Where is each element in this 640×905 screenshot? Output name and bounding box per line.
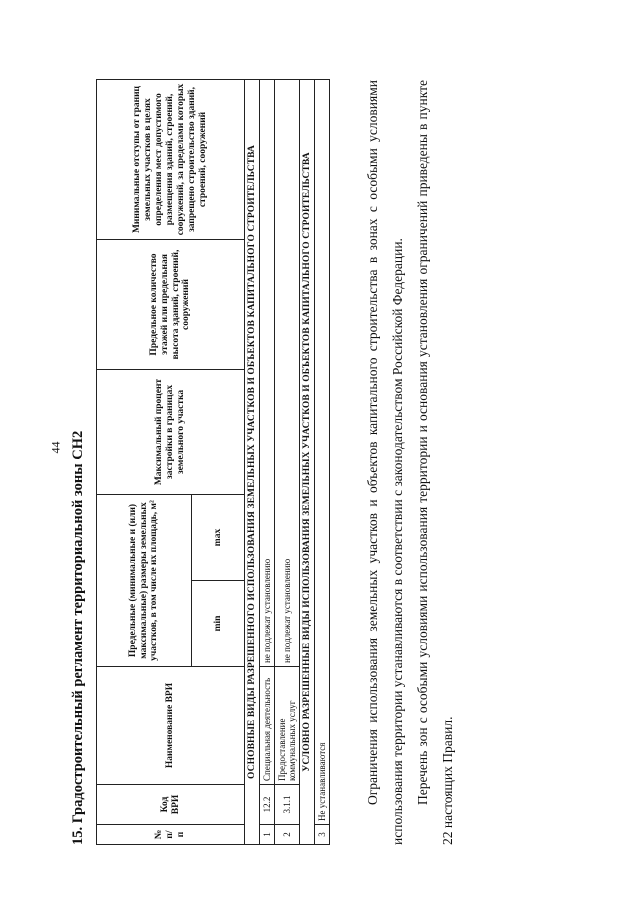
row-value: не подлежат установлению [260, 80, 275, 667]
row-value: не подлежат установлению [275, 80, 300, 667]
paragraph-restrictions: Ограничения использования земельных участков и объектов капитального строительства в зонах с особыми условиями использования территории устанавливаются в соответствии с законодательством Российской Федерации. [365, 80, 405, 845]
page-title: 15. Градостроительный регламент территориальной зоны СН2 [70, 430, 86, 845]
row-code: 12.2 [260, 785, 275, 825]
row-num: 2 [275, 825, 300, 845]
row-name: Не устанавливаются [315, 80, 330, 825]
rotated-page-content [48, 80, 640, 845]
col-header-code: Код ВРИ [97, 785, 245, 825]
body-text [360, 80, 460, 845]
col-header-max: max [192, 495, 245, 581]
row-name: Предоставление коммунальных услуг [275, 667, 300, 785]
section-conditional-uses: УСЛОВНО РАЗРЕШЕННЫЕ ВИДЫ ИСПОЛЬЗОВАНИЯ ЗЕМЕЛЬНЫХ УЧАСТКОВ И ОБЪЕКТОВ КАПИТАЛЬНОГО СТРОИТЕЛЬСТВА [300, 80, 315, 845]
row-num: 3 [315, 825, 330, 845]
col-header-setback: Минимальные отступы от границ земельных участков в целях определения мест допустимого размещения зданий, строений, сооружений, за пределами которых запрещено строительство зданий, строений, сооружений [97, 80, 245, 240]
table-row [315, 80, 330, 845]
table-row [275, 80, 300, 845]
col-header-min: min [192, 581, 245, 667]
page-number: 44 [48, 441, 63, 454]
col-header-percent: Максимальный процент застройки в границах земельного участка [97, 370, 245, 495]
paragraph-zone-list: Перечень зон с особыми условиями использования территории и основания установления ограничений приведены в пункте 22 настоящих Правил. [415, 80, 455, 845]
col-header-size: Предельные (минимальные и (или) максимальные) размеры земельных участков, в том числе их площадь, м² [97, 495, 192, 667]
col-header-num: № п/п [97, 825, 245, 845]
table-row [260, 80, 275, 845]
section-main-uses: ОСНОВНЫЕ ВИДЫ РАЗРЕШЕННОГО ИСПОЛЬЗОВАНИЯ ЗЕМЕЛЬНЫХ УЧАСТКОВ И ОБЪЕКТОВ КАПИТАЛЬНОГО СТРОИТЕЛЬСТВА [245, 80, 260, 845]
row-name: Специальная деятельность [260, 667, 275, 785]
col-header-name: Наименование ВРИ [97, 667, 245, 785]
row-code: 3.1.1 [275, 785, 300, 825]
regulation-table [96, 79, 330, 845]
row-num: 1 [260, 825, 275, 845]
col-header-floors: Предельное количество этажей или предельная высота зданий, строений, сооружений [97, 240, 245, 370]
